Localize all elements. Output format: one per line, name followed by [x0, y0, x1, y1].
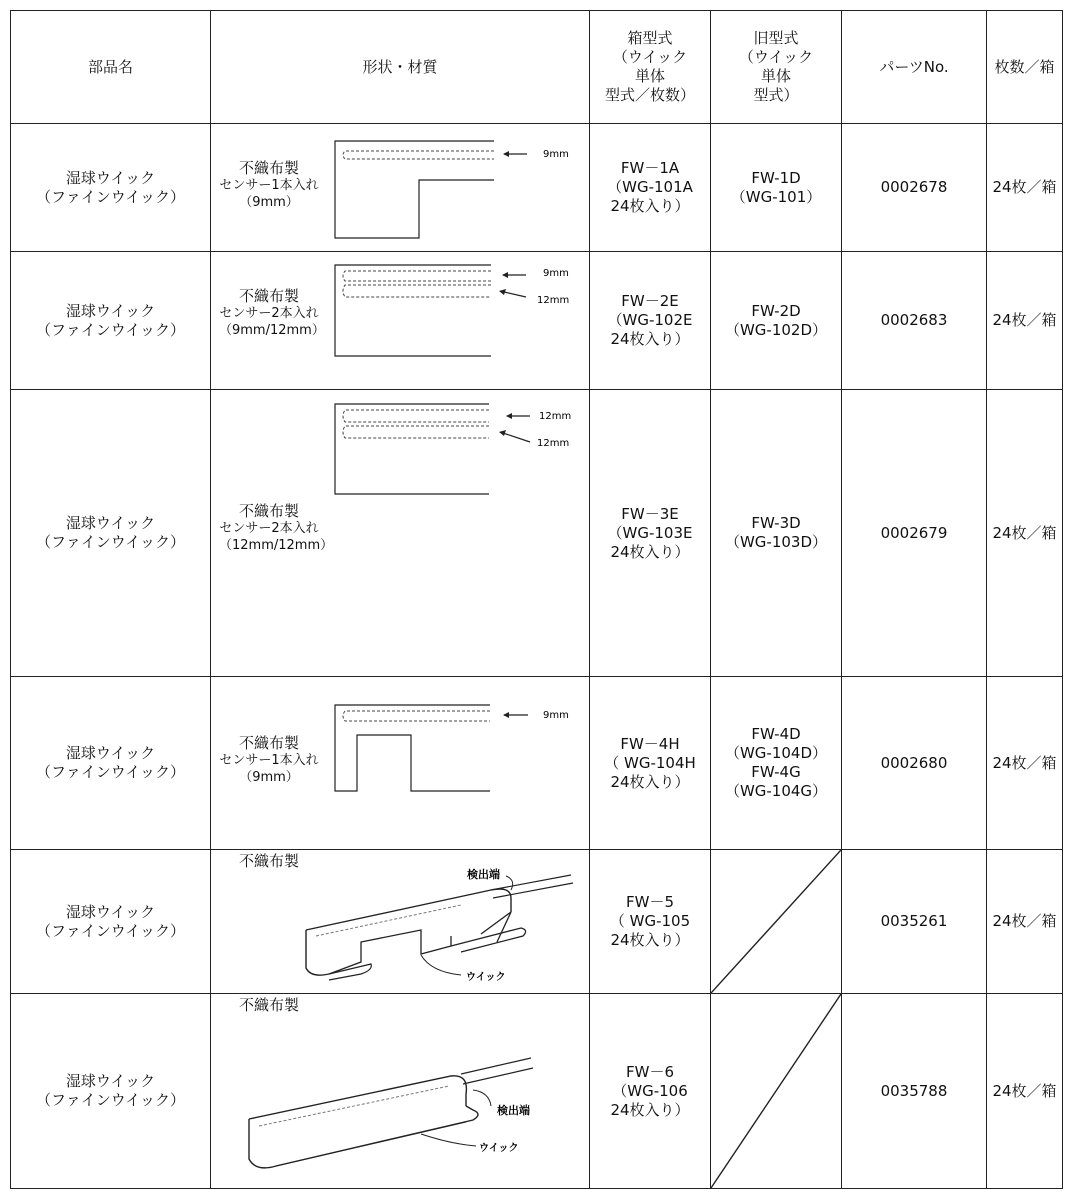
dim-label: 9mm — [543, 149, 569, 160]
table-row — [11, 252, 1063, 390]
callout-wick: ウイック — [479, 1143, 519, 1154]
header-per-box: 枚数／箱 — [987, 11, 1063, 124]
dim-label: 12mm — [537, 438, 570, 449]
dim-label: 12mm — [537, 295, 570, 306]
old-model: FW-2D （WG-102D） — [711, 252, 842, 390]
part-subname: （ファインウイック） — [36, 1091, 185, 1109]
part-name-cell — [11, 994, 211, 1189]
material-text: 不織布製 — [239, 852, 300, 870]
per-box: 24枚／箱 — [987, 252, 1063, 390]
part-subname: （ファインウイック） — [36, 533, 185, 551]
old-model: FW-4D （WG-104D） FW-4G （WG-104G） — [711, 677, 842, 850]
table-row — [11, 124, 1063, 252]
sensor-text: センサー1本入れ — [219, 178, 319, 193]
dim-label: 9mm — [543, 710, 569, 721]
part-name-cell — [11, 850, 211, 994]
diagonal-slash — [711, 850, 841, 993]
part-name-cell — [11, 390, 211, 677]
parts-no: 0035788 — [842, 994, 987, 1189]
header-old-model: 旧型式 （ウイック 単体 型式） — [711, 11, 842, 124]
callout-wick: ウイック — [466, 972, 506, 983]
part-name: 湿球ウイック — [65, 514, 156, 532]
wick-diagram — [211, 390, 589, 676]
box-model: FW－5 （ WG-105 24枚入り） — [590, 850, 711, 994]
old-model: FW-3D （WG-103D） — [711, 390, 842, 677]
shape-cell — [211, 677, 590, 850]
table-row — [11, 850, 1063, 994]
header-parts-no: パーツNo. — [842, 11, 987, 124]
part-subname: （ファインウイック） — [36, 763, 185, 781]
box-model: FW－1A （WG-101A 24枚入り） — [590, 124, 711, 252]
part-name: 湿球ウイック — [65, 902, 156, 921]
part-name-cell — [11, 677, 211, 850]
size-text: （9mm） — [239, 195, 299, 210]
table-row — [11, 994, 1063, 1189]
wick-diagram — [211, 677, 589, 849]
material-text: 不織布製 — [238, 734, 299, 752]
shape-cell — [211, 850, 590, 994]
parts-no: 0002683 — [842, 252, 987, 390]
material-text: 不織布製 — [238, 502, 299, 520]
part-name: 湿球ウイック — [65, 1072, 156, 1090]
dim-label: 9mm — [543, 268, 569, 279]
header-row — [11, 11, 1063, 124]
header-box-model: 箱型式 （ウイック 単体 型式／枚数） — [590, 11, 711, 124]
sensor-text: センサー1本入れ — [219, 753, 319, 768]
box-model: FW－3E （WG-103E 24枚入り） — [590, 390, 711, 677]
material-text: 不織布製 — [239, 996, 300, 1014]
size-text: （12mm/12mm） — [219, 538, 334, 553]
callout-sensor: 検出端 — [467, 868, 500, 881]
diagonal-slash — [711, 994, 841, 1188]
size-text: （9mm/12mm） — [219, 323, 325, 338]
old-model: FW-1D （WG-101） — [711, 124, 842, 252]
part-subname: （ファインウイック） — [36, 921, 185, 940]
shape-cell — [211, 390, 590, 677]
wick-diagram — [211, 124, 589, 251]
part-name-cell — [11, 252, 211, 390]
shape-cell — [211, 994, 590, 1189]
per-box: 24枚／箱 — [987, 124, 1063, 252]
per-box: 24枚／箱 — [987, 390, 1063, 677]
old-model-empty — [711, 850, 842, 994]
parts-table — [10, 10, 1063, 1189]
wick-illustration — [211, 850, 589, 993]
part-name: 湿球ウイック — [65, 744, 156, 762]
wick-illustration — [211, 994, 589, 1188]
sensor-text: センサー2本入れ — [219, 306, 319, 321]
box-model: FW－4H （ WG-104H 24枚入り） — [590, 677, 711, 850]
table-row — [11, 677, 1063, 850]
part-subname: （ファインウイック） — [36, 187, 185, 206]
callout-sensor: 検出端 — [497, 1104, 530, 1117]
parts-no: 0002679 — [842, 390, 987, 677]
sensor-text: センサー2本入れ — [219, 521, 319, 536]
part-name: 湿球ウイック — [65, 168, 156, 187]
header-part-name: 部品名 — [11, 11, 211, 124]
box-model: FW－2E （WG-102E 24枚入り） — [590, 252, 711, 390]
table-row — [11, 390, 1063, 677]
material-text: 不織布製 — [238, 159, 299, 177]
part-name-cell — [11, 124, 211, 252]
parts-no: 0002678 — [842, 124, 987, 252]
parts-no: 0035261 — [842, 850, 987, 994]
per-box: 24枚／箱 — [987, 677, 1063, 850]
box-model: FW－6 （WG-106 24枚入り） — [590, 994, 711, 1189]
material-text: 不織布製 — [238, 287, 299, 305]
part-subname: （ファインウイック） — [36, 320, 185, 339]
shape-cell — [211, 124, 590, 252]
old-model-empty — [711, 994, 842, 1189]
wick-diagram — [211, 252, 589, 389]
shape-cell — [211, 252, 590, 390]
parts-no: 0002680 — [842, 677, 987, 850]
per-box: 24枚／箱 — [987, 850, 1063, 994]
size-text: （9mm） — [239, 770, 299, 785]
per-box: 24枚／箱 — [987, 994, 1063, 1189]
dim-label: 12mm — [539, 411, 572, 422]
header-shape: 形状・材質 — [211, 11, 590, 124]
part-name: 湿球ウイック — [65, 301, 156, 320]
